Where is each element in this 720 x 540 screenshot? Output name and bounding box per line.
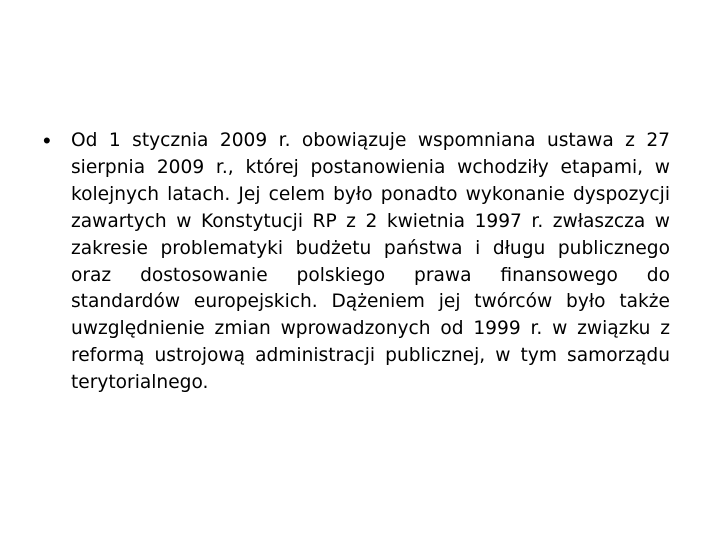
bullet-text: Od 1 stycznia 2009 r. obowiązuje wspomniana ustawa z 27 sierpnia 2009 r., której postanowienia wchodziły etapami, w kolejnych latach. Jej celem było ponadto wykonanie dyspozycji zawartych w Konstytucji RP z 2 kwietnia 1997 r. zwłaszcza w zakresie problematyki budżetu państwa i długu publicznego oraz dostosowanie polskiego prawa finansowego do standardów europejskich. Dążeniem jej twórców było także uwzględnienie zmian wprowadzonych od 1999 r. w związku z reformą ustrojową administracji publicznej, w tym samorządu terytorialnego. [71,130,670,394]
bullet-item [43,128,670,397]
slide-content [43,128,670,397]
bullet-icon: • [43,128,51,153]
